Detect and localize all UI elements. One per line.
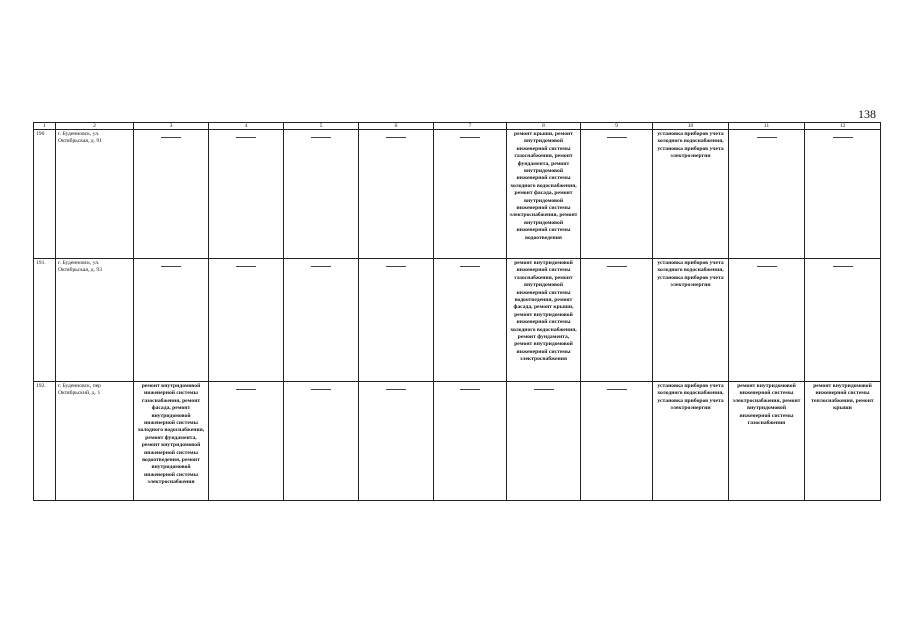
works-table	[33, 122, 881, 501]
empty-cell	[581, 382, 653, 501]
column-header: 4	[209, 123, 284, 130]
address: г. Буденновск, ул. Октябрьская, д. 93	[56, 259, 134, 382]
empty-cell	[805, 130, 881, 259]
work-cell: ремонт крыши, ремонт внутридомовой инженерной системы газоснабжения, ремонт фундамента, ремонт внутридомовой инженерной системы холодного водоснабжения, ремонт фасада, ремонт внутридомовой инженерной системы электроснабжения, ремонт внутридомовой инженерной системы водоотведения	[507, 130, 581, 259]
dash-mark	[757, 266, 777, 267]
dash-mark	[833, 266, 853, 267]
empty-cell	[729, 259, 805, 382]
empty-cell	[359, 382, 434, 501]
empty-cell	[284, 382, 359, 501]
dash-mark	[460, 389, 480, 390]
dash-mark	[161, 266, 181, 267]
empty-cell	[359, 259, 434, 382]
dash-mark	[607, 137, 627, 138]
empty-cell	[507, 382, 581, 501]
column-header: 3	[134, 123, 209, 130]
dash-mark	[236, 389, 256, 390]
empty-cell	[134, 130, 209, 259]
dash-mark	[386, 389, 406, 390]
dash-mark	[386, 137, 406, 138]
row-number: 191.	[34, 259, 56, 382]
empty-cell	[434, 259, 507, 382]
empty-cell	[359, 130, 434, 259]
column-header: 2	[56, 123, 134, 130]
column-header: 11	[729, 123, 805, 130]
empty-cell	[284, 130, 359, 259]
header-row	[34, 123, 881, 130]
table-row	[34, 382, 881, 501]
dash-mark	[311, 266, 331, 267]
column-header: 8	[507, 123, 581, 130]
empty-cell	[209, 259, 284, 382]
dash-mark	[607, 389, 627, 390]
empty-cell	[209, 382, 284, 501]
empty-cell	[805, 259, 881, 382]
empty-cell	[134, 259, 209, 382]
dash-mark	[607, 266, 627, 267]
work-cell: ремонт внутридомовой инженерной системы газоснабжения, ремонт внутридомовой инженерной системы водоотведения, ремонт фасада, ремонт крыши, ремонт внутридомовой инженерной системы холодного водоснабжения, ремонт фундамента, ремонт внутридомовой инженерной системы электроснабжения	[507, 259, 581, 382]
column-header: 10	[653, 123, 729, 130]
work-cell: ремонт внутридомовой инженерной системы теплоснабжения, ремонт крыши	[805, 382, 881, 501]
row-number: 192.	[34, 382, 56, 501]
empty-cell	[284, 259, 359, 382]
address: г. Буденновск, пер Октябрьский, д. 1	[56, 382, 134, 501]
work-cell: установка приборов учета холодного водоснабжения, установка приборов учета электроэнергии	[653, 130, 729, 259]
table-row	[34, 259, 881, 382]
dash-mark	[534, 389, 554, 390]
dash-mark	[386, 266, 406, 267]
dash-mark	[460, 137, 480, 138]
column-header: 7	[434, 123, 507, 130]
dash-mark	[236, 137, 256, 138]
work-cell: установка приборов учета холодного водоснабжения, установка приборов учета электроэнергии	[653, 382, 729, 501]
column-header: 6	[359, 123, 434, 130]
dash-mark	[460, 266, 480, 267]
empty-cell	[209, 130, 284, 259]
page-number: 138	[858, 107, 876, 121]
empty-cell	[581, 259, 653, 382]
work-cell: ремонт внутридомовой инженерной системы электроснабжения, ремонт внутридомовой инженерной системы газоснабжения	[729, 382, 805, 501]
column-header: 12	[805, 123, 881, 130]
dash-mark	[833, 137, 853, 138]
dash-mark	[311, 137, 331, 138]
empty-cell	[434, 130, 507, 259]
dash-mark	[757, 137, 777, 138]
address: г. Буденновск, ул. Октябрьская, д. 91	[56, 130, 134, 259]
empty-cell	[434, 382, 507, 501]
empty-cell	[729, 130, 805, 259]
row-number: 190	[34, 130, 56, 259]
dash-mark	[161, 137, 181, 138]
work-cell: ремонт внутридомовой инженерной системы газоснабжения, ремонт фасада, ремонт внутридомовой инженерной системы холодного водоснабжения, ремонт фундамента, ремонт внутридомовой инженерной системы водоотведения, ремонт внутридомовой инженерной системы электроснабжения	[134, 382, 209, 501]
column-header: 5	[284, 123, 359, 130]
column-header: 9	[581, 123, 653, 130]
empty-cell	[581, 130, 653, 259]
dash-mark	[311, 389, 331, 390]
dash-mark	[236, 266, 256, 267]
work-cell: установка приборов учета холодного водоснабжения, установка приборов учета электроэнергии	[653, 259, 729, 382]
table-row	[34, 130, 881, 259]
column-header: 1	[34, 123, 56, 130]
